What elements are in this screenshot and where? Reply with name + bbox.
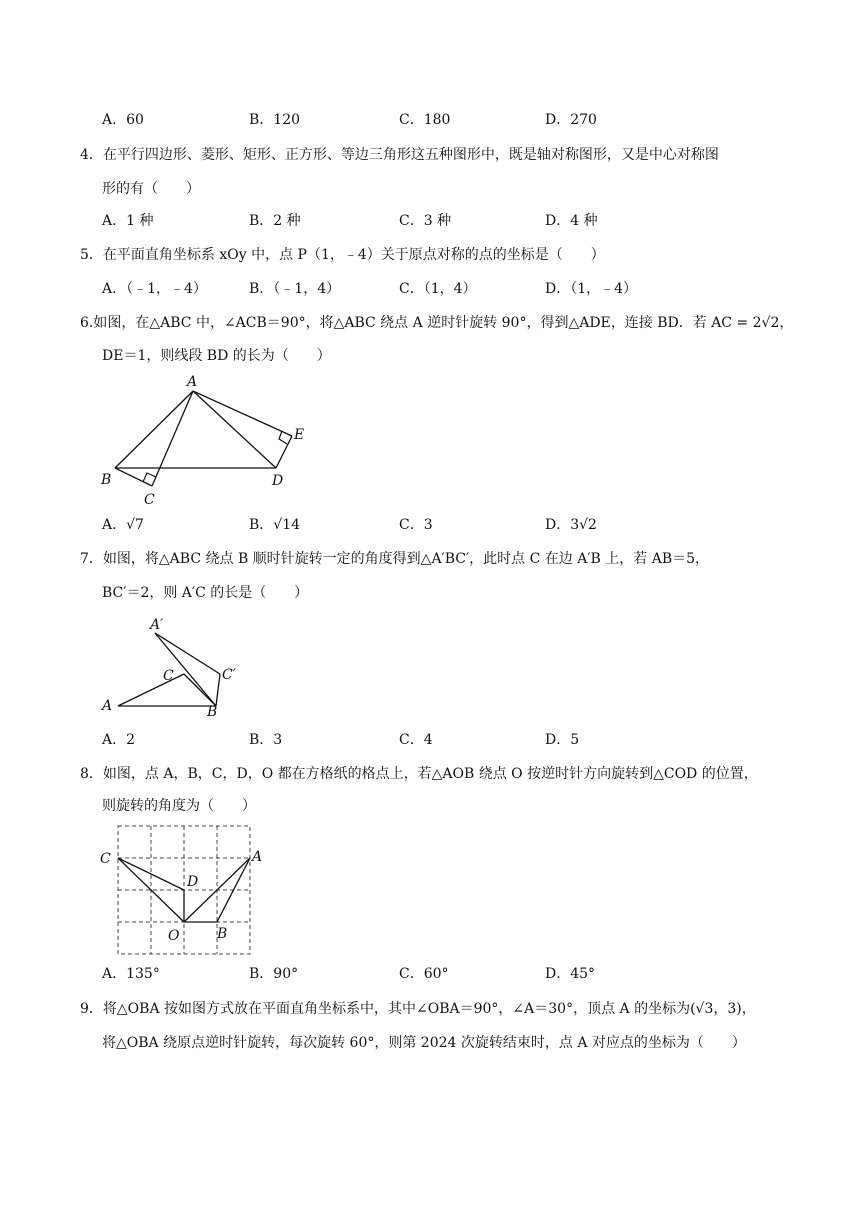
q5-option-b: B．（﹣1，4）	[249, 281, 341, 297]
q7-segment-c-prime-b	[216, 674, 220, 706]
q6-stem-line1: 6.如图，在△ABC 中，∠ACB＝90°，将△ABC 绕点 A 逆时针旋转 90°，得到△ADE，连接 BD．若 AC = 2√2，	[80, 315, 794, 331]
q7-option-b: B．3	[249, 732, 283, 748]
q7-figure	[96, 612, 256, 722]
q3-option-c: C．180	[399, 112, 451, 128]
q6-segment-de	[276, 436, 292, 468]
q8-label-b: B	[217, 926, 228, 942]
q6-label-a: A	[187, 374, 198, 390]
q3-option-a: A．60	[102, 112, 144, 128]
q8-option-d: D．45°	[545, 966, 596, 982]
q7-label-a-prime: A′	[150, 617, 164, 633]
q6-label-d: D	[272, 473, 284, 489]
q7-stem-line2: BC′＝2，则 A′C 的长是（ ）	[102, 585, 309, 601]
q8-label-a: A	[252, 849, 263, 865]
q6-segment-bc	[115, 468, 152, 486]
q5-option-c: C．（1，4）	[399, 281, 477, 297]
q7-label-b: B	[207, 704, 218, 720]
q5-stem-line1: 5．在平面直角坐标系 xOy 中，点 P（1，﹣4）关于原点对称的点的坐标是（ ）	[80, 247, 605, 263]
q6-option-b: B．√14	[249, 517, 301, 533]
q4-option-d: D．4 种	[545, 213, 598, 229]
q7-segment-ac	[118, 674, 184, 706]
q6-segment-ae	[193, 391, 292, 436]
q6-option-d: D．3√2	[545, 517, 597, 533]
q9-stem-line2: 将△OBA 绕原点逆时针旋转，每次旋转 60°，则第 2024 次旋转结束时，点 A 对应点的坐标为（ ）	[102, 1035, 746, 1051]
q7-option-a: A．2	[102, 732, 136, 748]
q8-label-d: D	[187, 874, 199, 890]
q7-stem-line1: 7．如图，将△ABC 绕点 B 顺时针旋转一定的角度得到△A′BC′，此时点 C 在边 A′B 上，若 AB＝5，	[80, 551, 710, 567]
q7-label-a: A	[102, 698, 113, 714]
q4-option-b: B．2 种	[249, 213, 301, 229]
q8-option-a: A．135°	[102, 966, 160, 982]
q6-segment-ad	[193, 391, 276, 468]
q8-figure	[96, 818, 276, 968]
q7-label-c: C	[163, 668, 174, 684]
q6-figure	[96, 372, 326, 532]
q8-stem-line1: 8．如图，点 A，B，C，D，O 都在方格纸的格点上，若△AOB 绕点 O 按逆时针方向旋转到△COD 的位置，	[80, 766, 758, 782]
q6-segment-ab	[115, 391, 193, 468]
q5-option-a: A．（﹣1，﹣4）	[102, 281, 207, 297]
q3-option-b: B．120	[249, 112, 301, 128]
q3-option-d: D．270	[545, 112, 597, 128]
q7-option-d: D．5	[545, 732, 580, 748]
q8-option-b: B．90°	[249, 966, 299, 982]
q5-option-d: D．（1，﹣4）	[545, 281, 638, 297]
q6-label-e: E	[294, 427, 305, 443]
q8-stem-line2: 则旋转的角度为（ ）	[102, 798, 256, 814]
q7-label-c-prime: C′	[222, 667, 236, 683]
q8-label-o: O	[168, 928, 180, 944]
q6-segment-ac	[152, 391, 193, 486]
q6-option-c: C．3	[399, 517, 433, 533]
q4-option-c: C．3 种	[399, 213, 452, 229]
q6-label-c: C	[144, 492, 155, 508]
q9-stem-line1: 9．将△OBA 按如图方式放在平面直角坐标系中，其中∠OBA＝90°，∠A＝30°，顶点 A 的坐标为(√3，3)，	[80, 1001, 756, 1017]
q6-option-a: A．√7	[102, 517, 144, 533]
q4-stem-line1: 4．在平行四边形、菱形、矩形、正方形、等边三角形这五种图形中，既是轴对称图形，又是中心对称图	[80, 147, 719, 163]
q6-label-b: B	[101, 472, 112, 488]
q8-label-c: C	[100, 851, 111, 867]
q7-option-c: C．4	[399, 732, 433, 748]
q4-option-a: A．1 种	[102, 213, 154, 229]
q8-option-c: C．60°	[399, 966, 449, 982]
q6-stem-line2: DE＝1，则线段 BD 的长为（ ）	[102, 348, 331, 364]
q4-stem-line2: 形的有（ ）	[102, 181, 200, 197]
